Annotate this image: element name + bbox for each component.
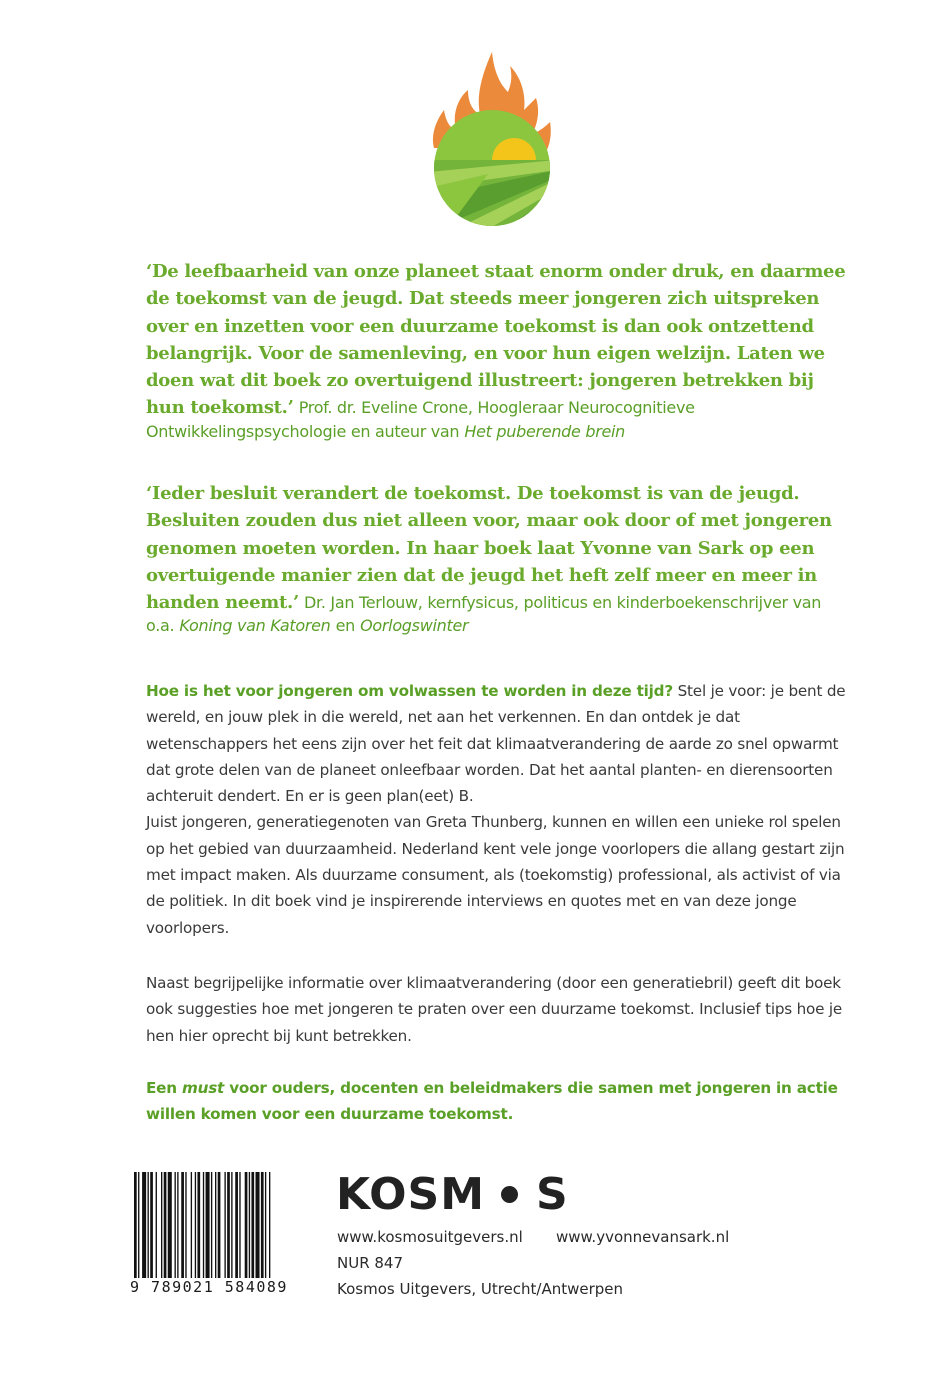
publisher-address: Kosmos Uitgevers, Utrecht/Antwerpen <box>337 1280 624 1298</box>
blurb-para-1b: Juist jongeren, generatiegenoten van Greta Thunberg, kunnen en willen een unieke rol spelen op het gebied van duurzaamheid. Nederland kent vele jonge voorlopers die allang gestart zijn met impact maken. Als duurzame consument, als (toekomstig) professional, als activist of via de politiek. In dit boek vind je inspirerende interviews en quotes met en van deze jonge voorlopers. <box>146 813 845 937</box>
quote-terlouw-attribution: Dr. Jan Terlouw, kernfysicus, politicus en kinderboekenschrijver van o.a. <box>146 593 822 636</box>
quote-crone-text: ‘De leefbaarheid van onze planeet staat enorm onder druk, en daarmee de toekomst van de jeugd. Dat steeds meer jongeren zich uitspreken over en inzetten voor een duurzame toekomst is dan ook ontzettend belangrijk. Voor de samenleving, en voor hun eigen welzijn. Laten we doen wat dit boek zo overtuigend illustreert: jongeren betrekken bij hun toekomst.’ <box>146 261 846 419</box>
nur-code: NUR 847 <box>337 1254 404 1272</box>
closing-pre: Een <box>146 1079 177 1097</box>
isbn-number: 9 789021 584089 <box>130 1278 310 1296</box>
closing-post: voor ouders, docenten en beleidmakers die samen met jongeren in actie willen komen voor een duurzame toekomst. <box>146 1079 838 1124</box>
quote-terlouw <box>146 480 846 635</box>
blurb-para-1: Stel je voor: je bent de wereld, en jouw plek in die wereld, net aan het verkennen. En dan ontdek je dat wetenschappers het eens zijn over het feit dat klimaatverandering de aarde zo snel opwarmt dat grote delen van de planeet onleefbaar worden. Dat het aantal planten- en dierensoorten achteruit dendert. En er is geen plan(eet) B. <box>146 682 846 806</box>
website-publisher: www.kosmosuitgevers.nl <box>337 1228 523 1246</box>
website-author: www.yvonnevansark.nl <box>556 1228 730 1246</box>
quote-terlouw-title-2: Oorlogswinter <box>360 616 469 636</box>
kosmos-logo <box>336 1168 569 1220</box>
quote-terlouw-title-1: Koning van Katoren <box>179 616 331 636</box>
quote-crone <box>146 258 846 441</box>
quote-crone-attribution: Prof. dr. Eveline Crone, Hoogleraar Neurocognitieve Ontwikkelingspsychologie en auteur van <box>146 398 695 441</box>
closing-em: must <box>181 1079 225 1097</box>
blurb-paragraph-2: Naast begrijpelijke informatie over klimaatverandering (door een generatiebril) geeft dit boek ook suggesties hoe met jongeren te praten over een duurzame toekomst. Inclusief tips hoe je hen hier oprecht bij kunt betrekken. <box>146 974 843 1045</box>
flame-field-emblem <box>428 48 556 228</box>
logo-dot-icon <box>501 1186 518 1203</box>
quote-crone-book-title: Het puberende brein <box>464 421 626 441</box>
blurb-paragraph-1 <box>146 678 846 941</box>
blurb-closing <box>146 1075 846 1128</box>
logo-text-left: KOSM <box>336 1168 485 1220</box>
blurb-lead: Hoe is het voor jongeren om volwassen te worden in deze tijd? <box>146 682 673 700</box>
quote-terlouw-connector: en <box>335 616 356 636</box>
flame-icon <box>428 48 556 228</box>
logo-text-right: S <box>536 1168 569 1220</box>
quote-terlouw-text: ‘Ieder besluit verandert de toekomst. De toekomst is van de jeugd. Besluiten zouden dus niet alleen voor, maar ook door of met jongeren genomen moeten worden. In haar boek laat Yvonne van Sark op een overtuigende manier zien dat de jeugd het heft zelf meer en meer in handen neemt.’ <box>146 483 832 614</box>
